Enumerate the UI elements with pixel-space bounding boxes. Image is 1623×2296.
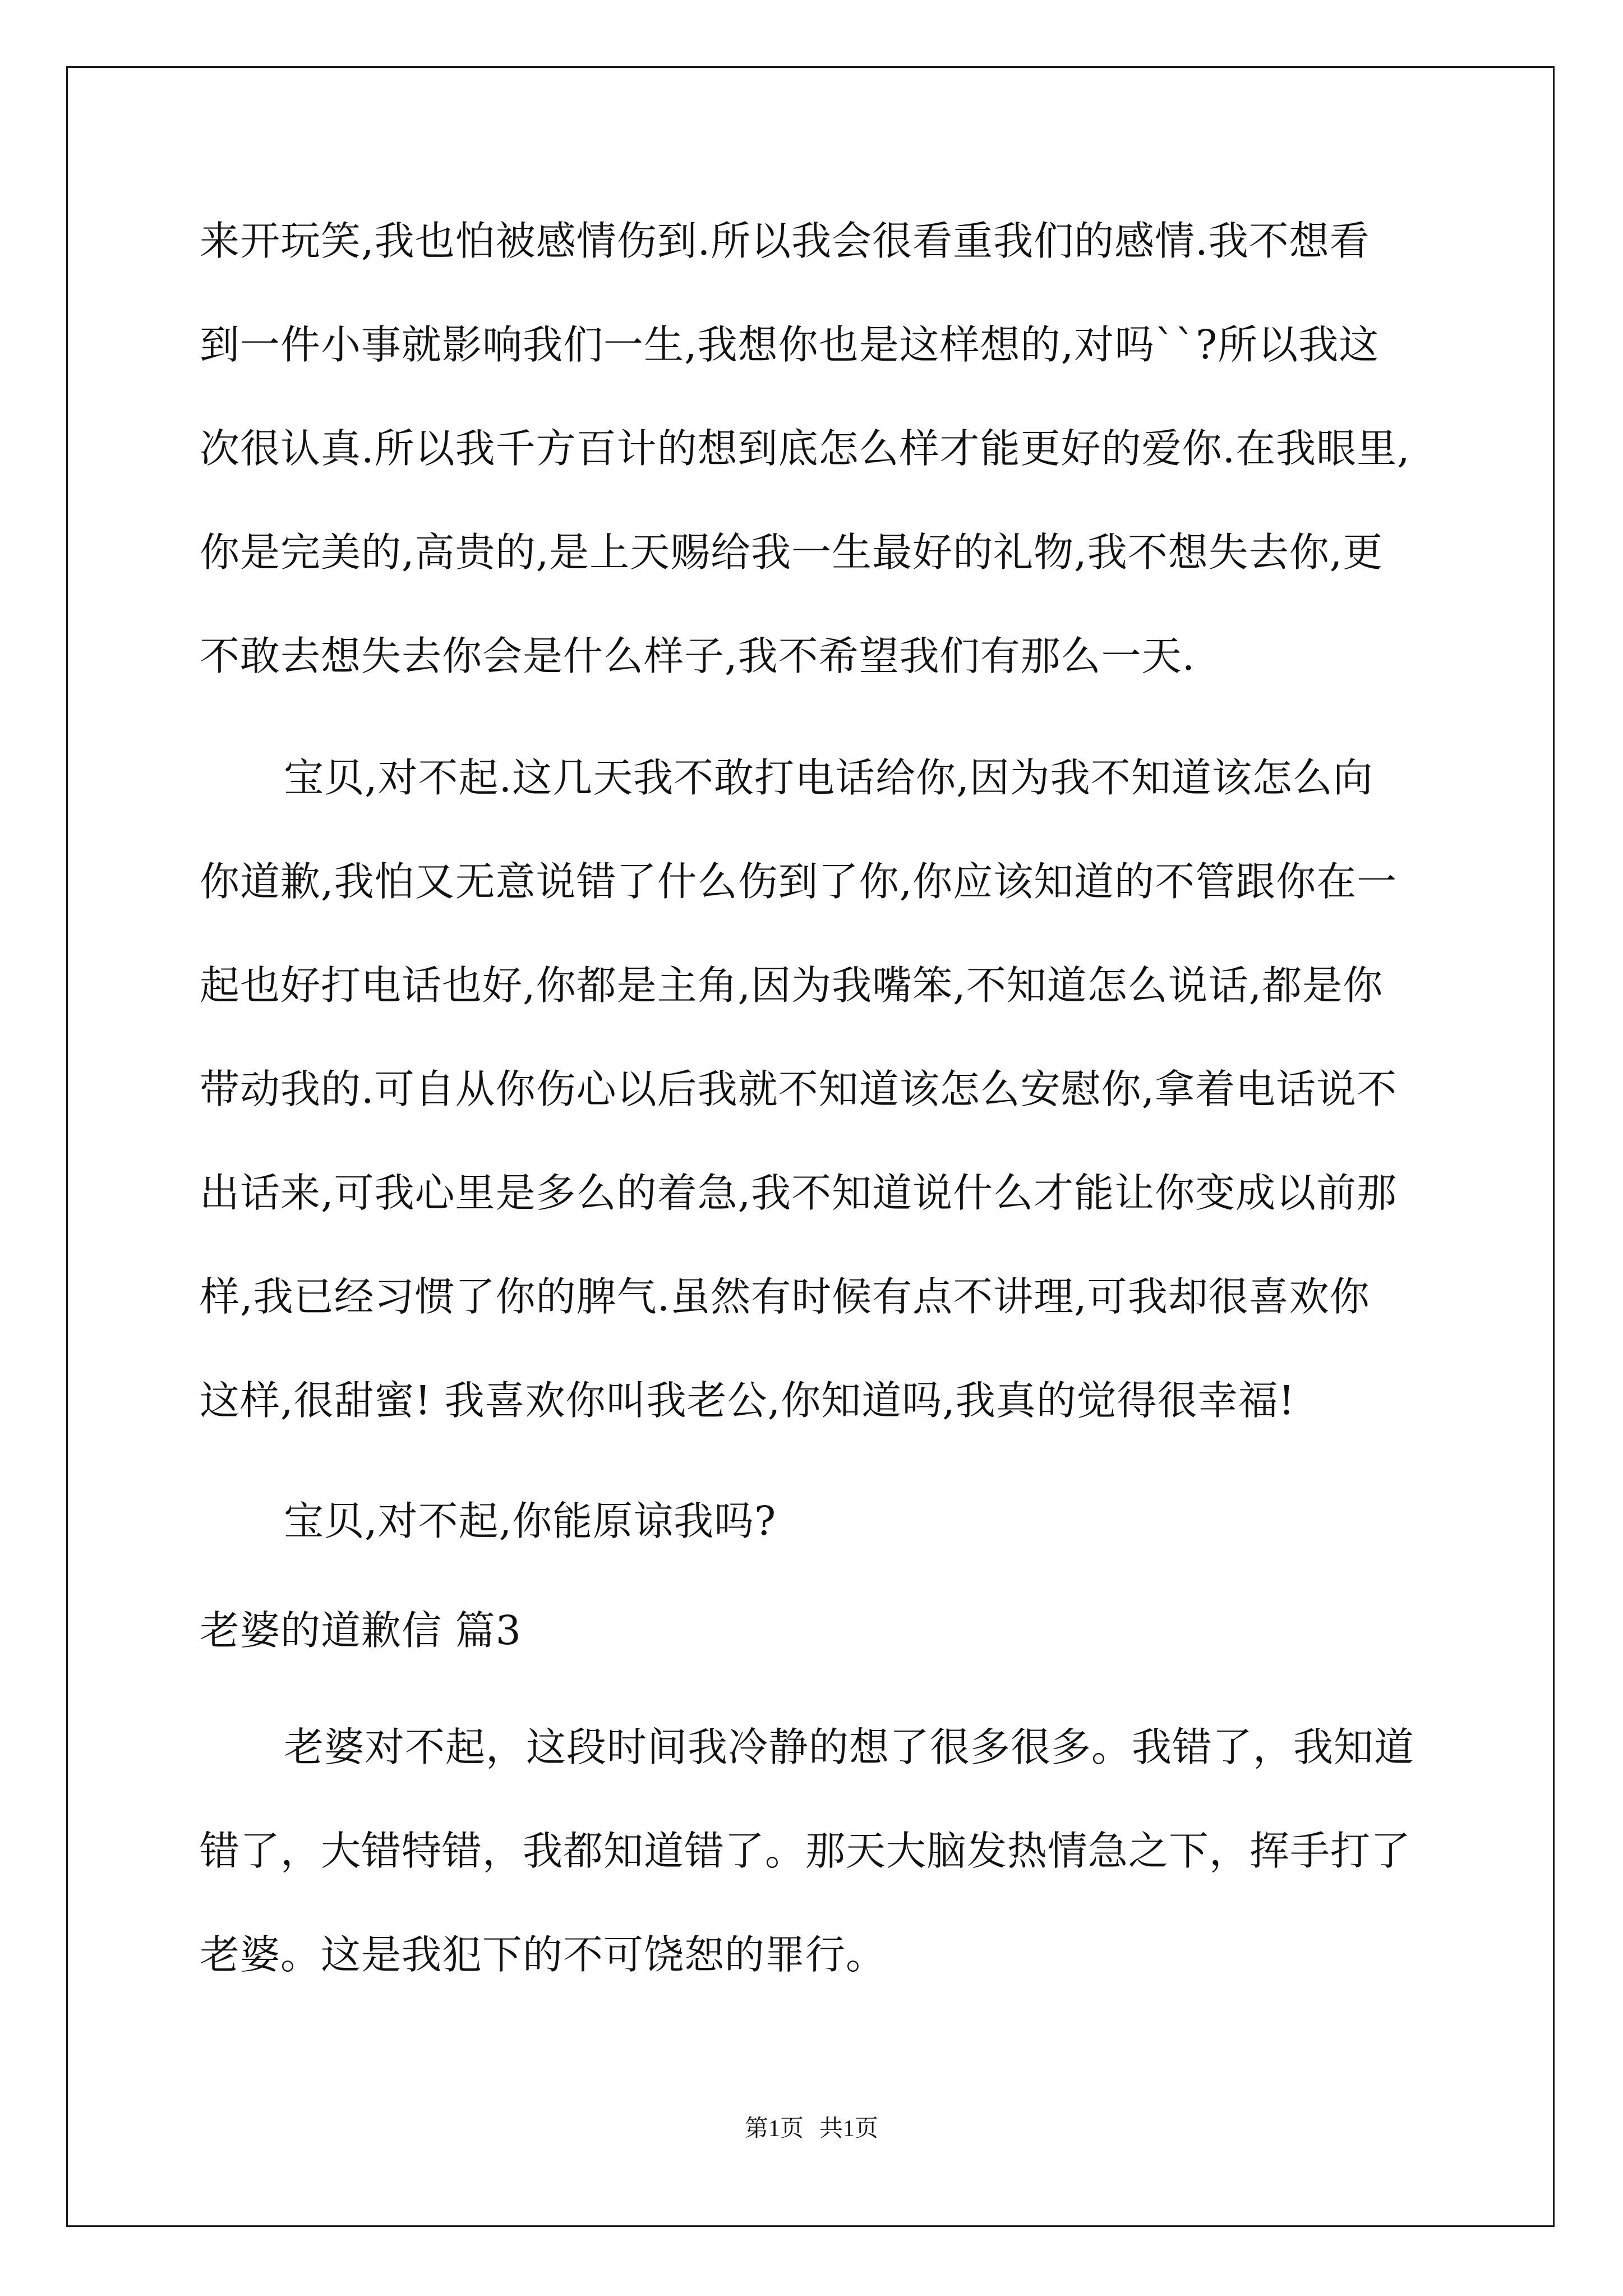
text-line: 起也好打电话也好,你都是主角,因为我嘴笨,不知道怎么说话,都是你 bbox=[200, 962, 1384, 1009]
text-line: 出话来,可我心里是多么的着急,我不知道说什么才能让你变成以前那 bbox=[200, 1170, 1398, 1216]
text-line: 错了，大错特错，我都知道错了。那天大脑发热情急之下，挥手打了 bbox=[200, 1828, 1412, 1874]
text-line: 次很认真.所以我千方百计的想到底怎么样才能更好的爱你.在我眼里, bbox=[200, 425, 1410, 472]
page-total: 共1页 bbox=[819, 2116, 879, 2142]
paragraph-first-line: 宝贝,对不起,你能原谅我吗? bbox=[284, 1498, 777, 1544]
page-frame bbox=[66, 66, 1555, 2227]
paragraph-first-line: 宝贝,对不起.这几天我不敢打电话给你,因为我不知道该怎么向 bbox=[284, 754, 1373, 801]
page-footer bbox=[0, 2115, 1623, 2143]
text-line: 带动我的.可自从你伤心以后我就不知道该怎么安慰你,拿着电话说不 bbox=[200, 1066, 1398, 1112]
paragraph-first-line: 老婆对不起，这段时间我冷静的想了很多很多。我错了，我知道 bbox=[284, 1724, 1415, 1770]
text-line: 样,我已经习惯了你的脾气.虽然有时候有点不讲理,可我却很喜欢你 bbox=[200, 1273, 1370, 1320]
page-number: 第1页 bbox=[744, 2116, 804, 2142]
text-line: 这样,很甜蜜! 我喜欢你叫我老公,你知道吗,我真的觉得很幸福! bbox=[200, 1377, 1295, 1424]
text-line: 不敢去想失去你会是什么样子,我不希望我们有那么一天. bbox=[200, 633, 1196, 679]
text-line: 来开玩笑,我也怕被感情伤到.所以我会很看重我们的感情.我不想看 bbox=[200, 218, 1370, 264]
text-line: 老婆。这是我犯下的不可饶恕的罪行。 bbox=[200, 1931, 887, 1978]
text-line: 你是完美的,高贵的,是上天赐给我一生最好的礼物,我不想失去你,更 bbox=[200, 529, 1384, 576]
text-line: 到一件小事就影响我们一生,我想你也是这样想的,对吗``?所以我这 bbox=[200, 321, 1380, 368]
text-line: 你道歉,我怕又无意说错了什么伤到了你,你应该知道的不管跟你在一 bbox=[200, 858, 1398, 905]
section-heading: 老婆的道歉信 篇3 bbox=[200, 1607, 522, 1654]
